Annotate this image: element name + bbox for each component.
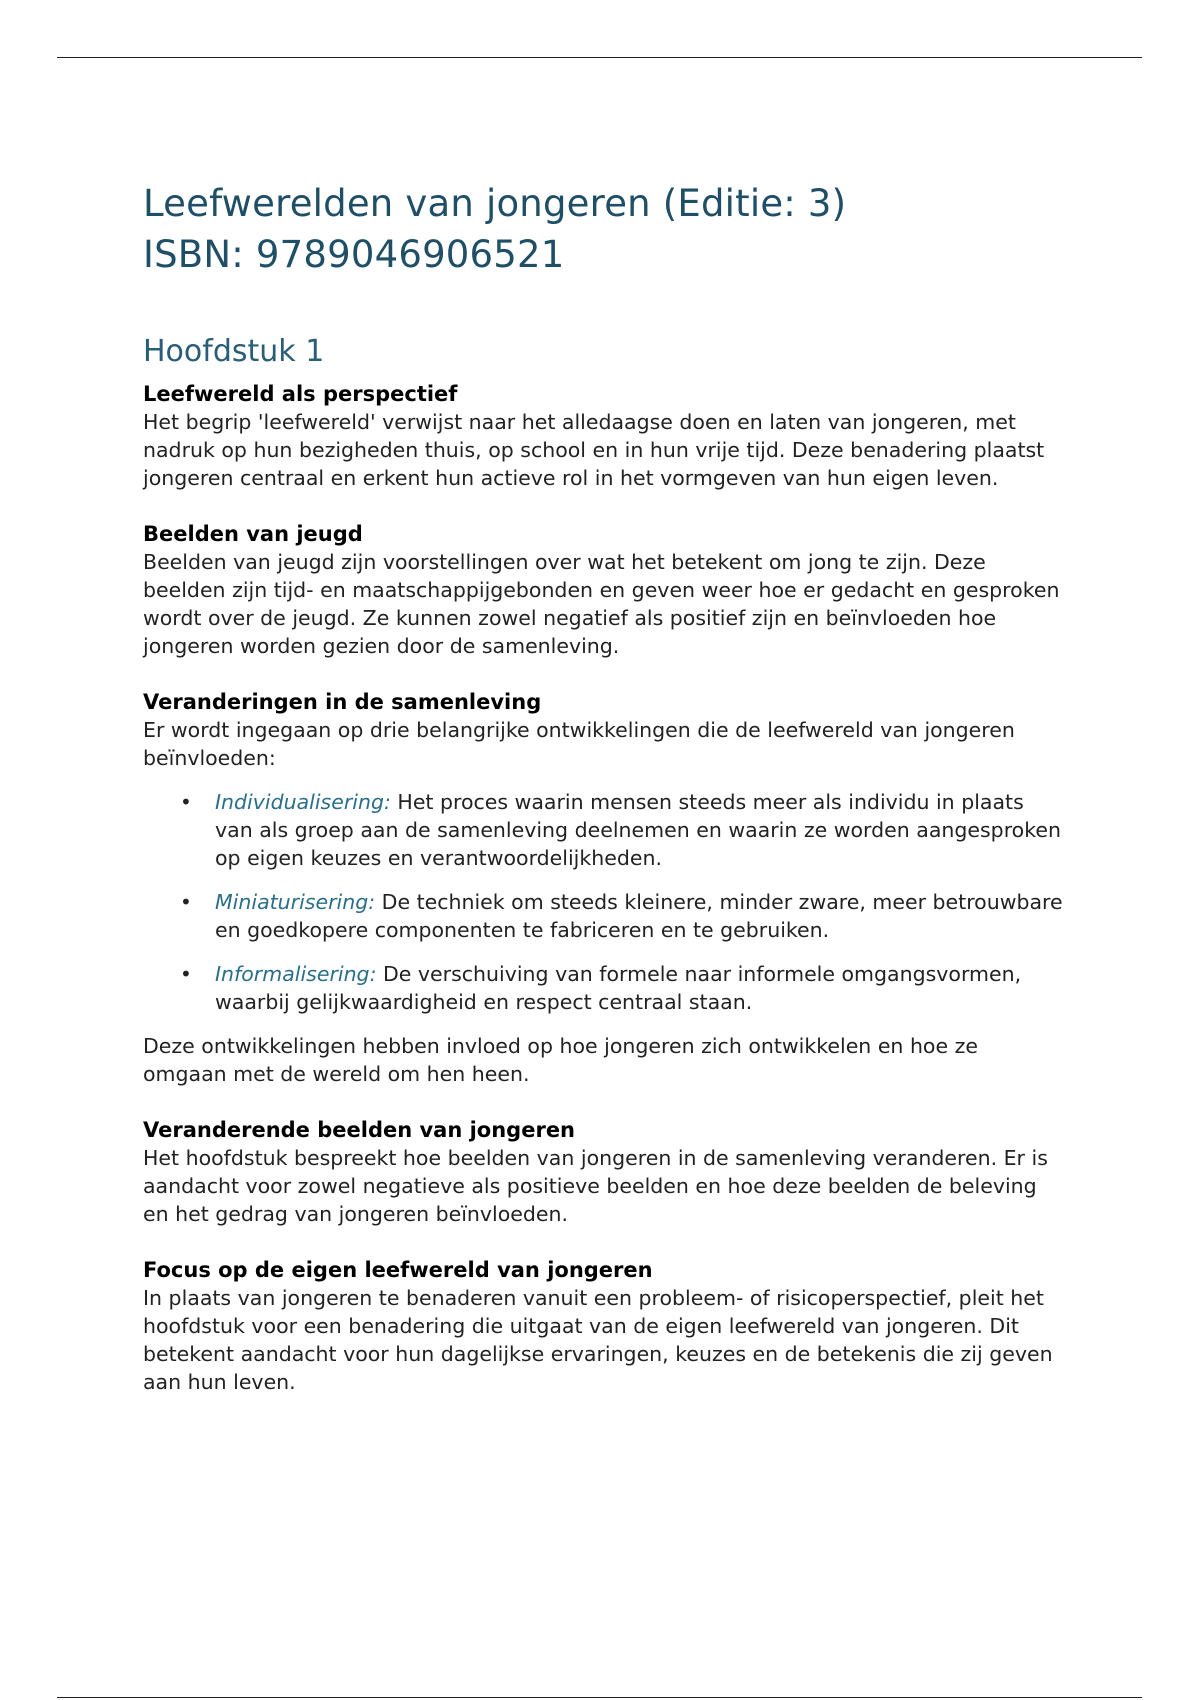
- section-text: In plaats van jongeren te benaderen vanuit een probleem- of risicoperspectief, pleit het hoofdstuk voor een benadering die uitgaat van de eigen leefwereld van jongeren. Dit betekent aandacht voor hun dagelijkse ervaringen, keuzes en de betekenis die zij geven aan hun leven.: [143, 1286, 1053, 1394]
- section-heading: Leefwereld als perspectief: [143, 382, 458, 406]
- section-outro: Deze ontwikkelingen hebben invloed op hoe jongeren zich ontwikkelen en hoe ze omgaan met de wereld om hen heen.: [143, 1034, 978, 1086]
- title-line-2-isbn: ISBN: 9789046906521: [143, 233, 565, 276]
- section-beelden-van-jeugd: [143, 520, 1063, 660]
- section-intro: Er wordt ingegaan op drie belangrijke ontwikkelingen die de leefwereld van jongeren beïnvloeden:: [143, 718, 1015, 770]
- section-veranderingen-in-de-samenleving: [143, 688, 1063, 1088]
- term-definition: De verschuiving van formele naar informele omgangsvormen, waarbij gelijkwaardigheid en respect centraal staan.: [215, 962, 1022, 1014]
- term-individualisering: Individualisering:: [215, 790, 391, 814]
- section-leefwereld-als-perspectief: [143, 380, 1063, 492]
- section-text: Het hoofdstuk bespreekt hoe beelden van jongeren in de samenleving veranderen. Er is aandacht voor zowel negatieve als positieve beelden en hoe deze beelden de beleving en het gedrag van jongeren beïnvloeden.: [143, 1146, 1048, 1226]
- top-divider: [57, 57, 1142, 58]
- term-definition: Het proces waarin mensen steeds meer als individu in plaats van als groep aan de samenleving deelnemen en waarin ze worden aangesproken op eigen keuzes en verantwoordelijkheden.: [215, 790, 1061, 870]
- term-miniaturisering: Miniaturisering:: [215, 890, 376, 914]
- section-focus-op-de-eigen-leefwereld: [143, 1256, 1063, 1396]
- document-title: [143, 178, 1063, 280]
- document-body: [143, 178, 1063, 1396]
- bottom-divider: [57, 1697, 1142, 1698]
- section-veranderende-beelden-van-jongeren: [143, 1116, 1063, 1228]
- bullet-icon: •: [180, 962, 192, 986]
- bullet-icon: •: [180, 790, 192, 814]
- section-heading: Beelden van jeugd: [143, 522, 363, 546]
- section-text: Beelden van jeugd zijn voorstellingen over wat het betekent om jong te zijn. Deze beelden zijn tijd- en maatschappijgebonden en geven weer hoe er gedacht en gesproken wordt over de jeugd. Ze kunnen zowel negatief als positief zijn en beïnvloeden hoe jongeren worden gezien door de samenleving.: [143, 550, 1060, 658]
- section-heading: Veranderingen in de samenleving: [143, 690, 542, 714]
- developments-list: [143, 788, 1063, 1016]
- section-heading: Focus op de eigen leefwereld van jongeren: [143, 1258, 653, 1282]
- title-line-1: Leefwerelden van jongeren (Editie: 3): [143, 182, 847, 225]
- term-definition: De techniek om steeds kleinere, minder zware, meer betrouwbare en goedkopere componenten te fabriceren en te gebruiken.: [215, 890, 1063, 942]
- bullet-icon: •: [180, 890, 192, 914]
- list-item: [143, 888, 1063, 944]
- term-informalisering: Informalisering:: [215, 962, 377, 986]
- chapter-heading: Hoofdstuk 1: [143, 334, 325, 369]
- list-item: [143, 788, 1063, 872]
- section-text: Het begrip 'leefwereld' verwijst naar het alledaagse doen en laten van jongeren, met nadruk op hun bezigheden thuis, op school en in hun vrije tijd. Deze benadering plaatst jongeren centraal en erkent hun actieve rol in het vormgeven van hun eigen leven.: [143, 410, 1045, 490]
- section-heading: Veranderende beelden van jongeren: [143, 1118, 576, 1142]
- list-item: [143, 960, 1063, 1016]
